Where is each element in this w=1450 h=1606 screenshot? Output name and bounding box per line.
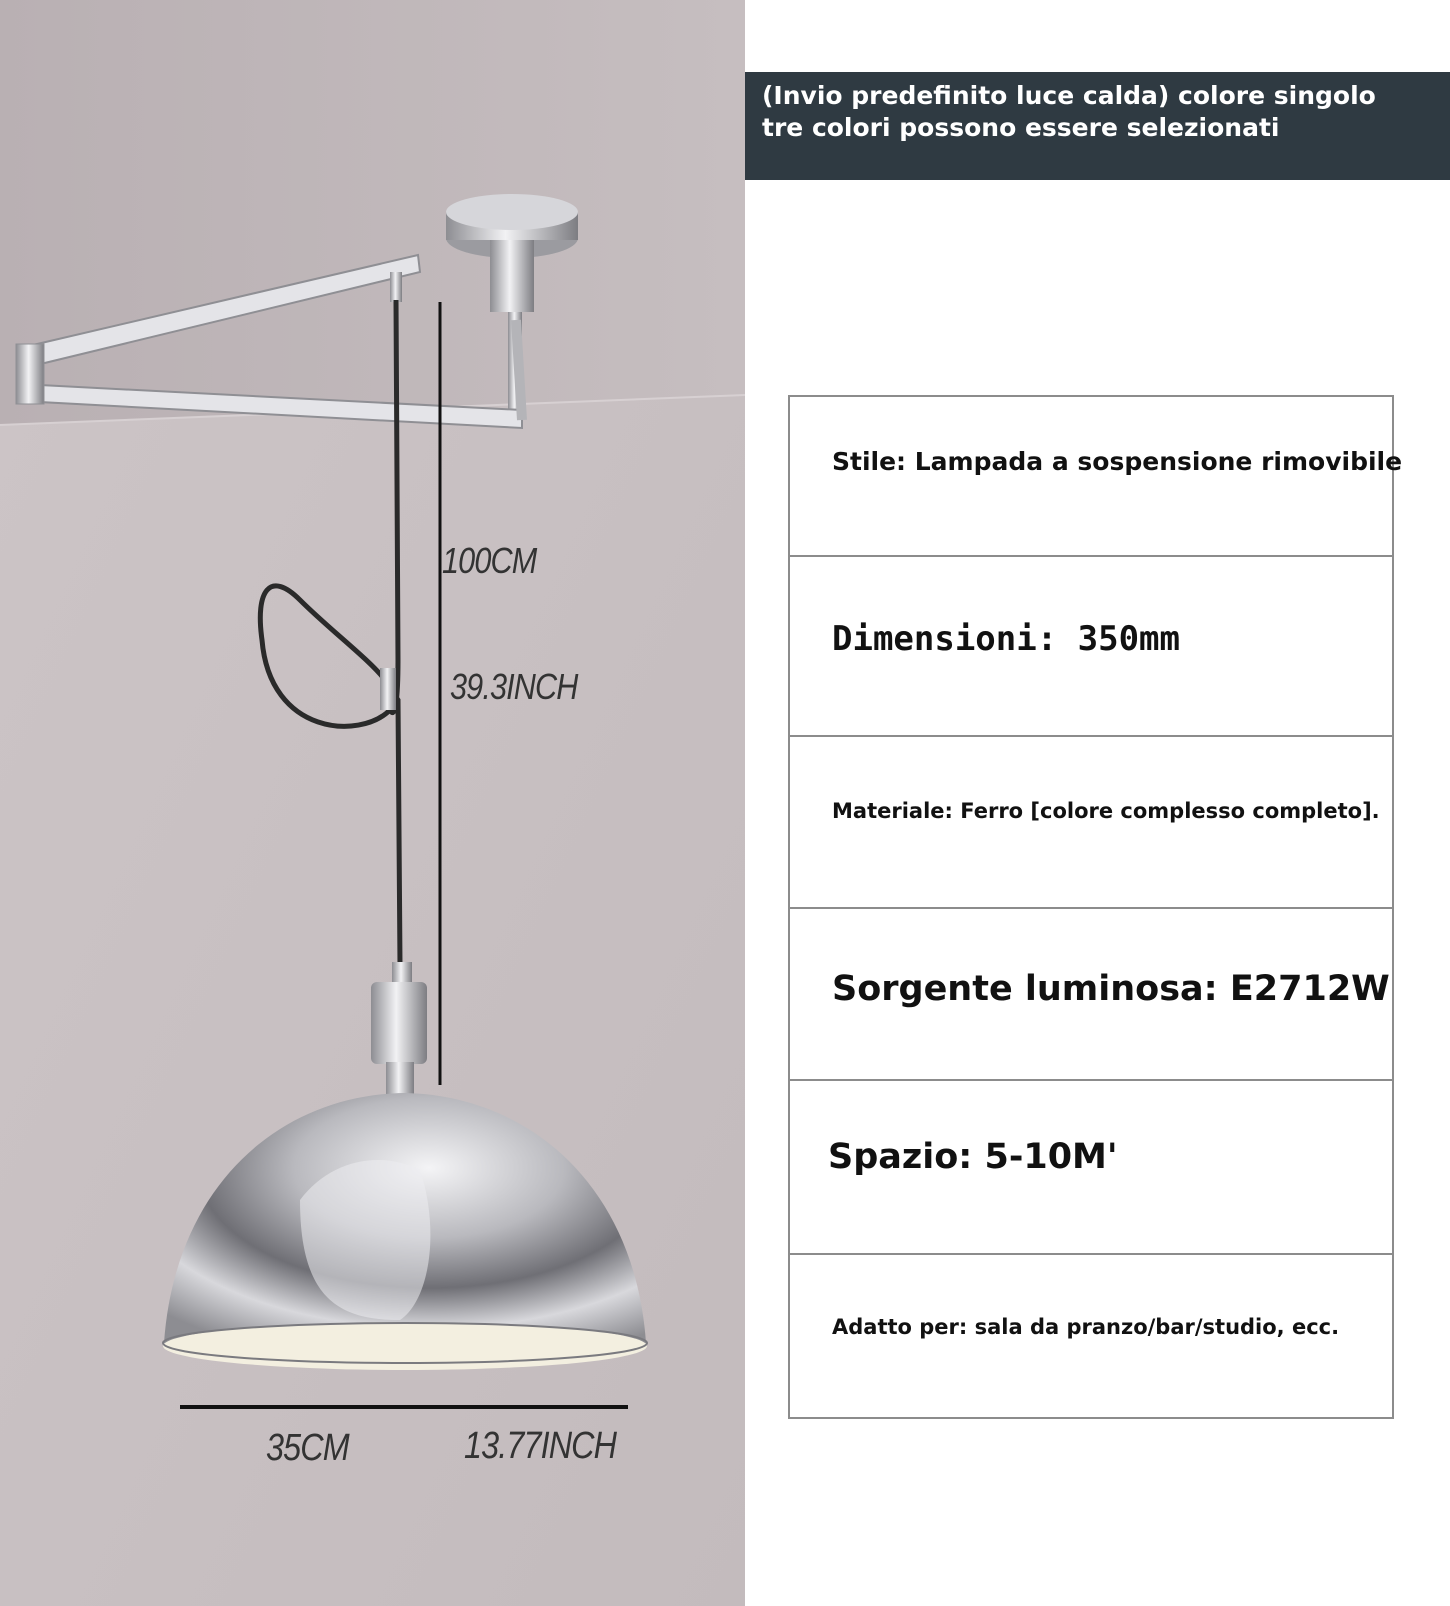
spec-style-text: Stile: Lampada a sospensione rimovibile	[832, 447, 1403, 476]
spec-table	[788, 395, 1403, 1419]
spec-material-text: Materiale: Ferro [colore complesso completo].	[832, 799, 1380, 823]
banner-text: (Invio predefinito luce calda) colore singolo tre colori possono essere selezionati	[762, 81, 1376, 142]
spec-suitable-text: Adatto per: sala da pranzo/bar/studio, ecc.	[832, 1315, 1340, 1339]
width-inch-label: 13.77INCH	[464, 1425, 617, 1467]
spec-row-space	[790, 1081, 1392, 1255]
spec-row-suitable	[790, 1255, 1392, 1419]
spec-row-dimensions	[790, 557, 1392, 737]
spec-space-text: Spazio: 5-10M'	[828, 1137, 1118, 1177]
height-cm-label: 100CM	[442, 540, 537, 581]
spec-light-source-text: Sorgente luminosa: E2712W	[832, 969, 1390, 1009]
spec-row-material	[790, 737, 1392, 909]
spec-row-light-source	[790, 909, 1392, 1081]
spec-dimensions-text: Dimensioni: 350mm	[832, 619, 1180, 659]
width-cm-label: 35CM	[266, 1427, 349, 1469]
spec-row-style	[790, 397, 1403, 557]
height-inch-label: 39.3INCH	[450, 666, 578, 707]
info-banner	[745, 72, 1450, 180]
